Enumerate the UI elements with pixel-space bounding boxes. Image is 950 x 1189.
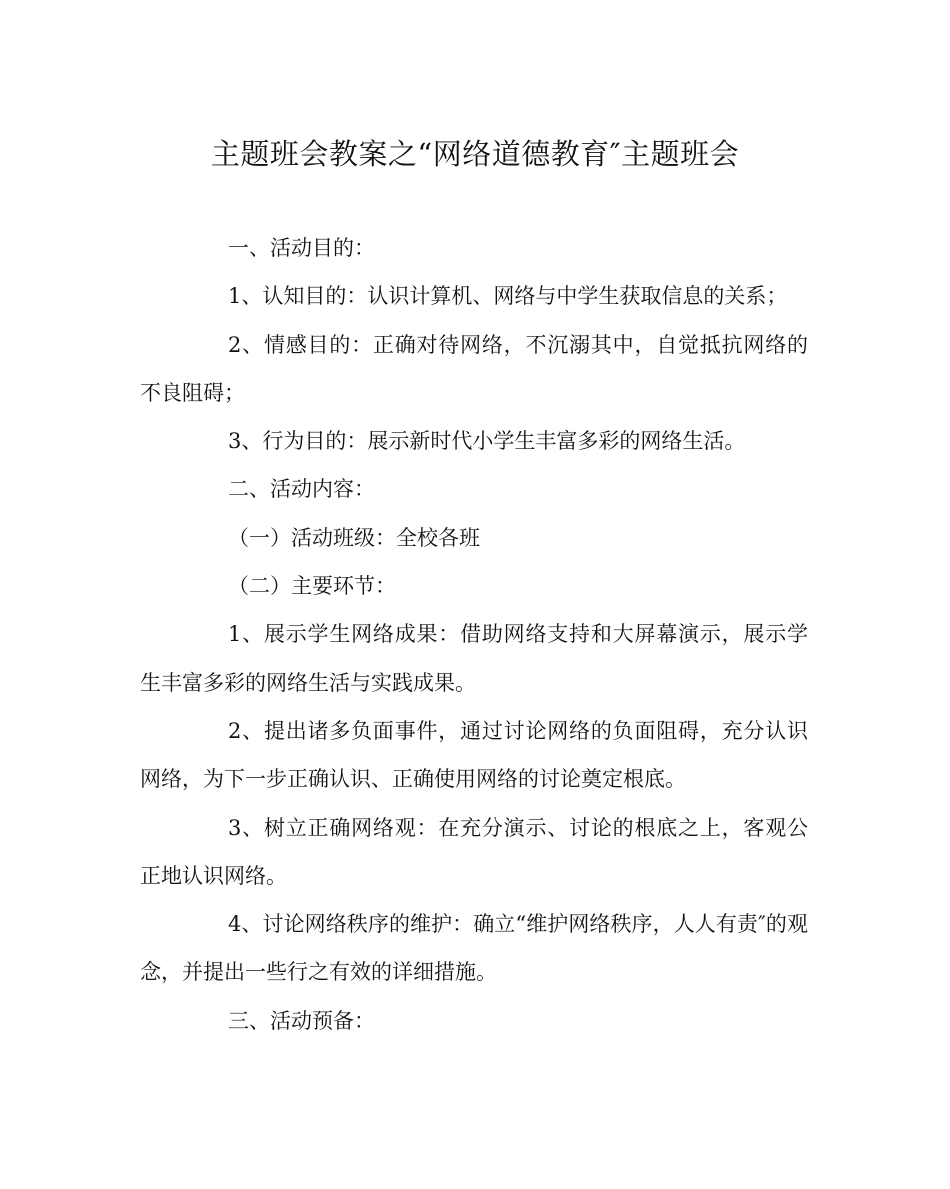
section-heading-objectives: 一、活动目的： bbox=[228, 236, 375, 260]
document-title: 主题班会教案之“网络道德教育″主题班会 bbox=[210, 137, 740, 171]
document-body bbox=[140, 224, 808, 1045]
section-heading-content: 二、活动内容： bbox=[228, 477, 375, 502]
step-network-order: 4、讨论网络秩序的维护：确立“维护网络秩序，人人有责″的观念，并提出一些行之有效的详细措施。 bbox=[140, 912, 808, 985]
content-main-steps: （二）主要环节： bbox=[228, 574, 396, 599]
step-showcase: 1、展示学生网络成果：借助网络支持和大屏幕演示，展示学生丰富多彩的网络生活与实践成果。 bbox=[140, 622, 808, 695]
objective-cognitive: 1、认知目的：认识计算机、网络与中学生获取信息的关系； bbox=[228, 284, 788, 309]
step-network-view: 3、树立正确网络观：在充分演示、讨论的根底之上，客观公正地认识网络。 bbox=[140, 815, 808, 888]
section-heading-preparation: 三、活动预备： bbox=[228, 1008, 375, 1033]
objective-emotional: 2、情感目的：正确对待网络，不沉溺其中，自觉抵抗网络的不良阻碍； bbox=[140, 332, 808, 405]
step-negative-events: 2、提出诸多负面事件，通过讨论网络的负面阻碍，充分认识网络，为下一步正确认识、正确使用网络的讨论奠定根底。 bbox=[140, 718, 808, 792]
objective-behavioral: 3、行为目的：展示新时代小学生丰富多彩的网络生活。 bbox=[228, 429, 746, 454]
content-classes: （一）活动班级：全校各班 bbox=[228, 525, 480, 550]
